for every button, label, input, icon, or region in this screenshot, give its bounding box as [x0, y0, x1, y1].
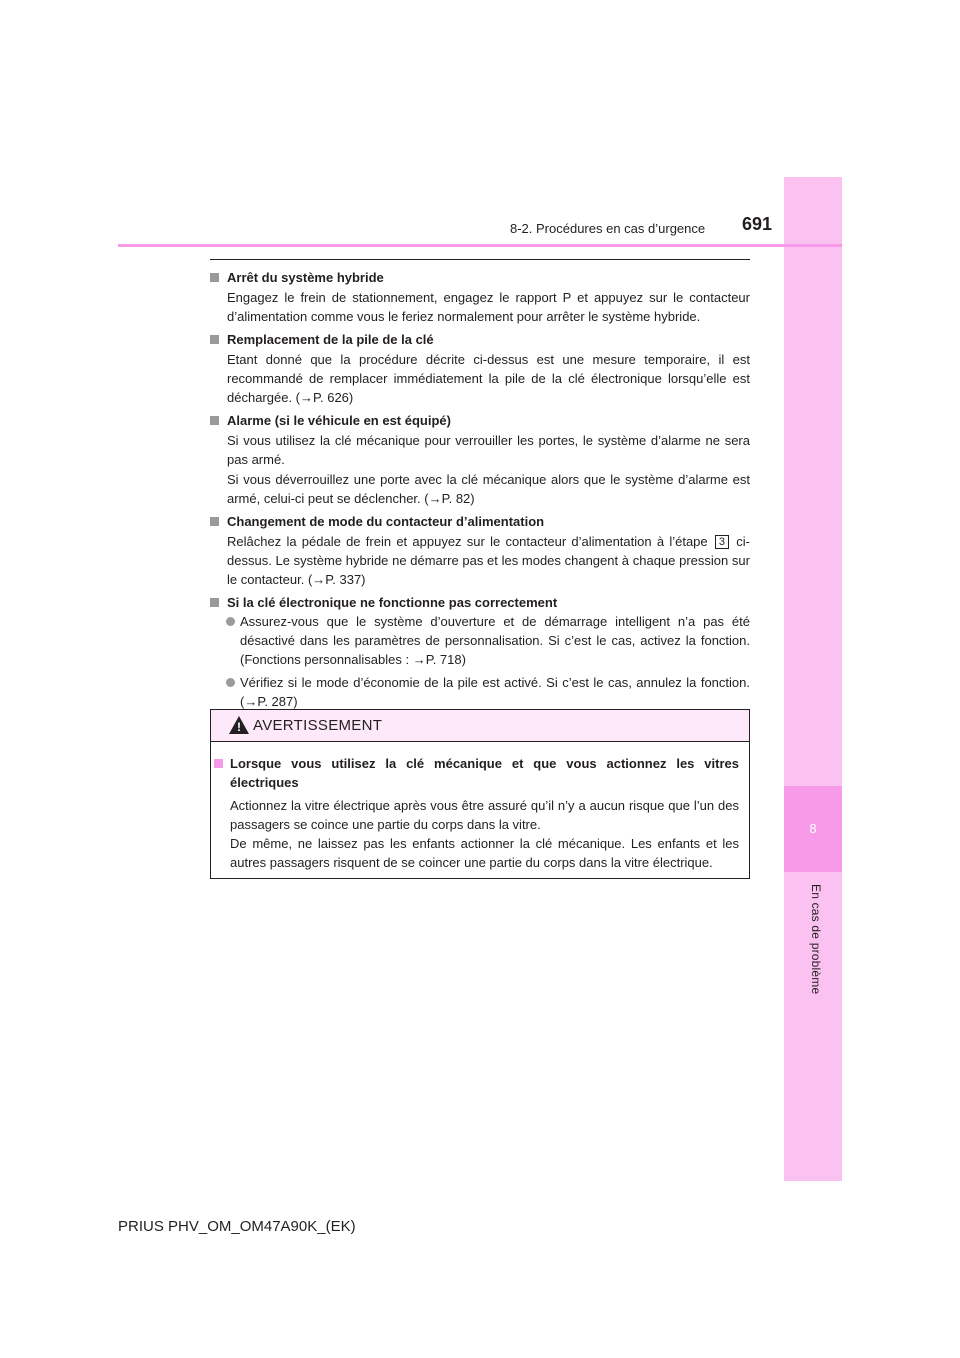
section-text: Etant donné que la procédure décrite ci-dessus est une mesure temporaire, il est recommandé de remplacer immédiatement la pile de la clé électronique lorsqu’elle est déchargée. (→P. 626): [227, 352, 750, 405]
square-bullet-icon: [210, 416, 219, 425]
section-text: Si vous utilisez la clé mécanique pour verrouiller les portes, le système d’alarme ne sera pas armé.: [227, 433, 750, 467]
square-bullet-icon: [210, 517, 219, 526]
document-code: PRIUS PHV_OM_OM47A90K_(EK): [118, 1218, 356, 1235]
section-text: Relâchez la pédale de frein et appuyez sur le contacteur d’alimentation à l’étape 3 ci-dessus. Le système hybride ne démarre pas et les modes changent à chaque pression sur le contacteur. (→P. 337): [227, 534, 750, 587]
warning-title: AVERTISSEMENT: [253, 717, 383, 734]
page-number: 691: [742, 214, 773, 234]
step-number-box: 3: [715, 535, 729, 549]
section-text: Si vous déverrouillez une porte avec la clé mécanique alors que le système d’alarme est armé, celui-ci peut se déclencher. (→P. 82): [227, 472, 750, 506]
round-bullet-icon: [226, 617, 235, 626]
square-bullet-icon: [214, 759, 223, 768]
square-bullet-icon: [210, 598, 219, 607]
chapter-side-tab: [784, 177, 842, 1181]
section-heading: Si la clé électronique ne fonctionne pas correctement: [210, 593, 750, 612]
section-heading: Alarme (si le véhicule en est équipé): [210, 411, 750, 430]
list-item: Assurez-vous que le système d’ouverture et de démarrage intelligent n’a pas été désactivé dans les paramètres de personnalisation. Si c’est le cas, activez la fonction. (Fonctions personnalisables : →P. 718): [210, 612, 750, 669]
warning-text: Actionnez la vitre électrique après vous être assuré qu’il n’y a aucun risque que l’un des passagers se coince une partie du corps dans la vitre. De même, ne laissez pas les enfants actionner la clé mécanique. Les enfants et les autres passagers risquent de se coincer une partie du corps dans la vitre électrique.: [230, 798, 739, 870]
square-bullet-icon: [210, 335, 219, 344]
square-bullet-icon: [210, 273, 219, 282]
section-title: 8-2. Procédures en cas d’urgence: [510, 221, 706, 236]
section-heading: Remplacement de la pile de la clé: [210, 330, 750, 349]
warning-body: [211, 742, 749, 872]
round-bullet-icon: [226, 678, 235, 687]
exclamation-icon: !: [237, 720, 241, 734]
chapter-number: 8: [784, 786, 842, 872]
section-heading: Changement de mode du contacteur d’alimentation: [210, 512, 750, 531]
warning-heading: Lorsque vous utilisez la clé mécanique et que vous actionnez les vitres électriques: [211, 754, 739, 792]
header-rule: [118, 244, 842, 247]
chapter-label: En cas de problème: [809, 884, 823, 995]
warning-box: [210, 709, 750, 879]
section-heading: Arrêt du système hybride: [210, 268, 750, 287]
warning-header: [211, 710, 749, 742]
content-top-rule: [210, 259, 750, 260]
page-content: [210, 266, 750, 715]
section-text: Engagez le frein de stationnement, engagez le rapport P et appuyez sur le contacteur d’alimentation comme vous le feriez normalement pour arrêter le système hybride.: [227, 290, 750, 324]
list-item: Vérifiez si le mode d’économie de la pile est activé. Si c’est le cas, annulez la fonction. (→P. 287): [210, 673, 750, 711]
